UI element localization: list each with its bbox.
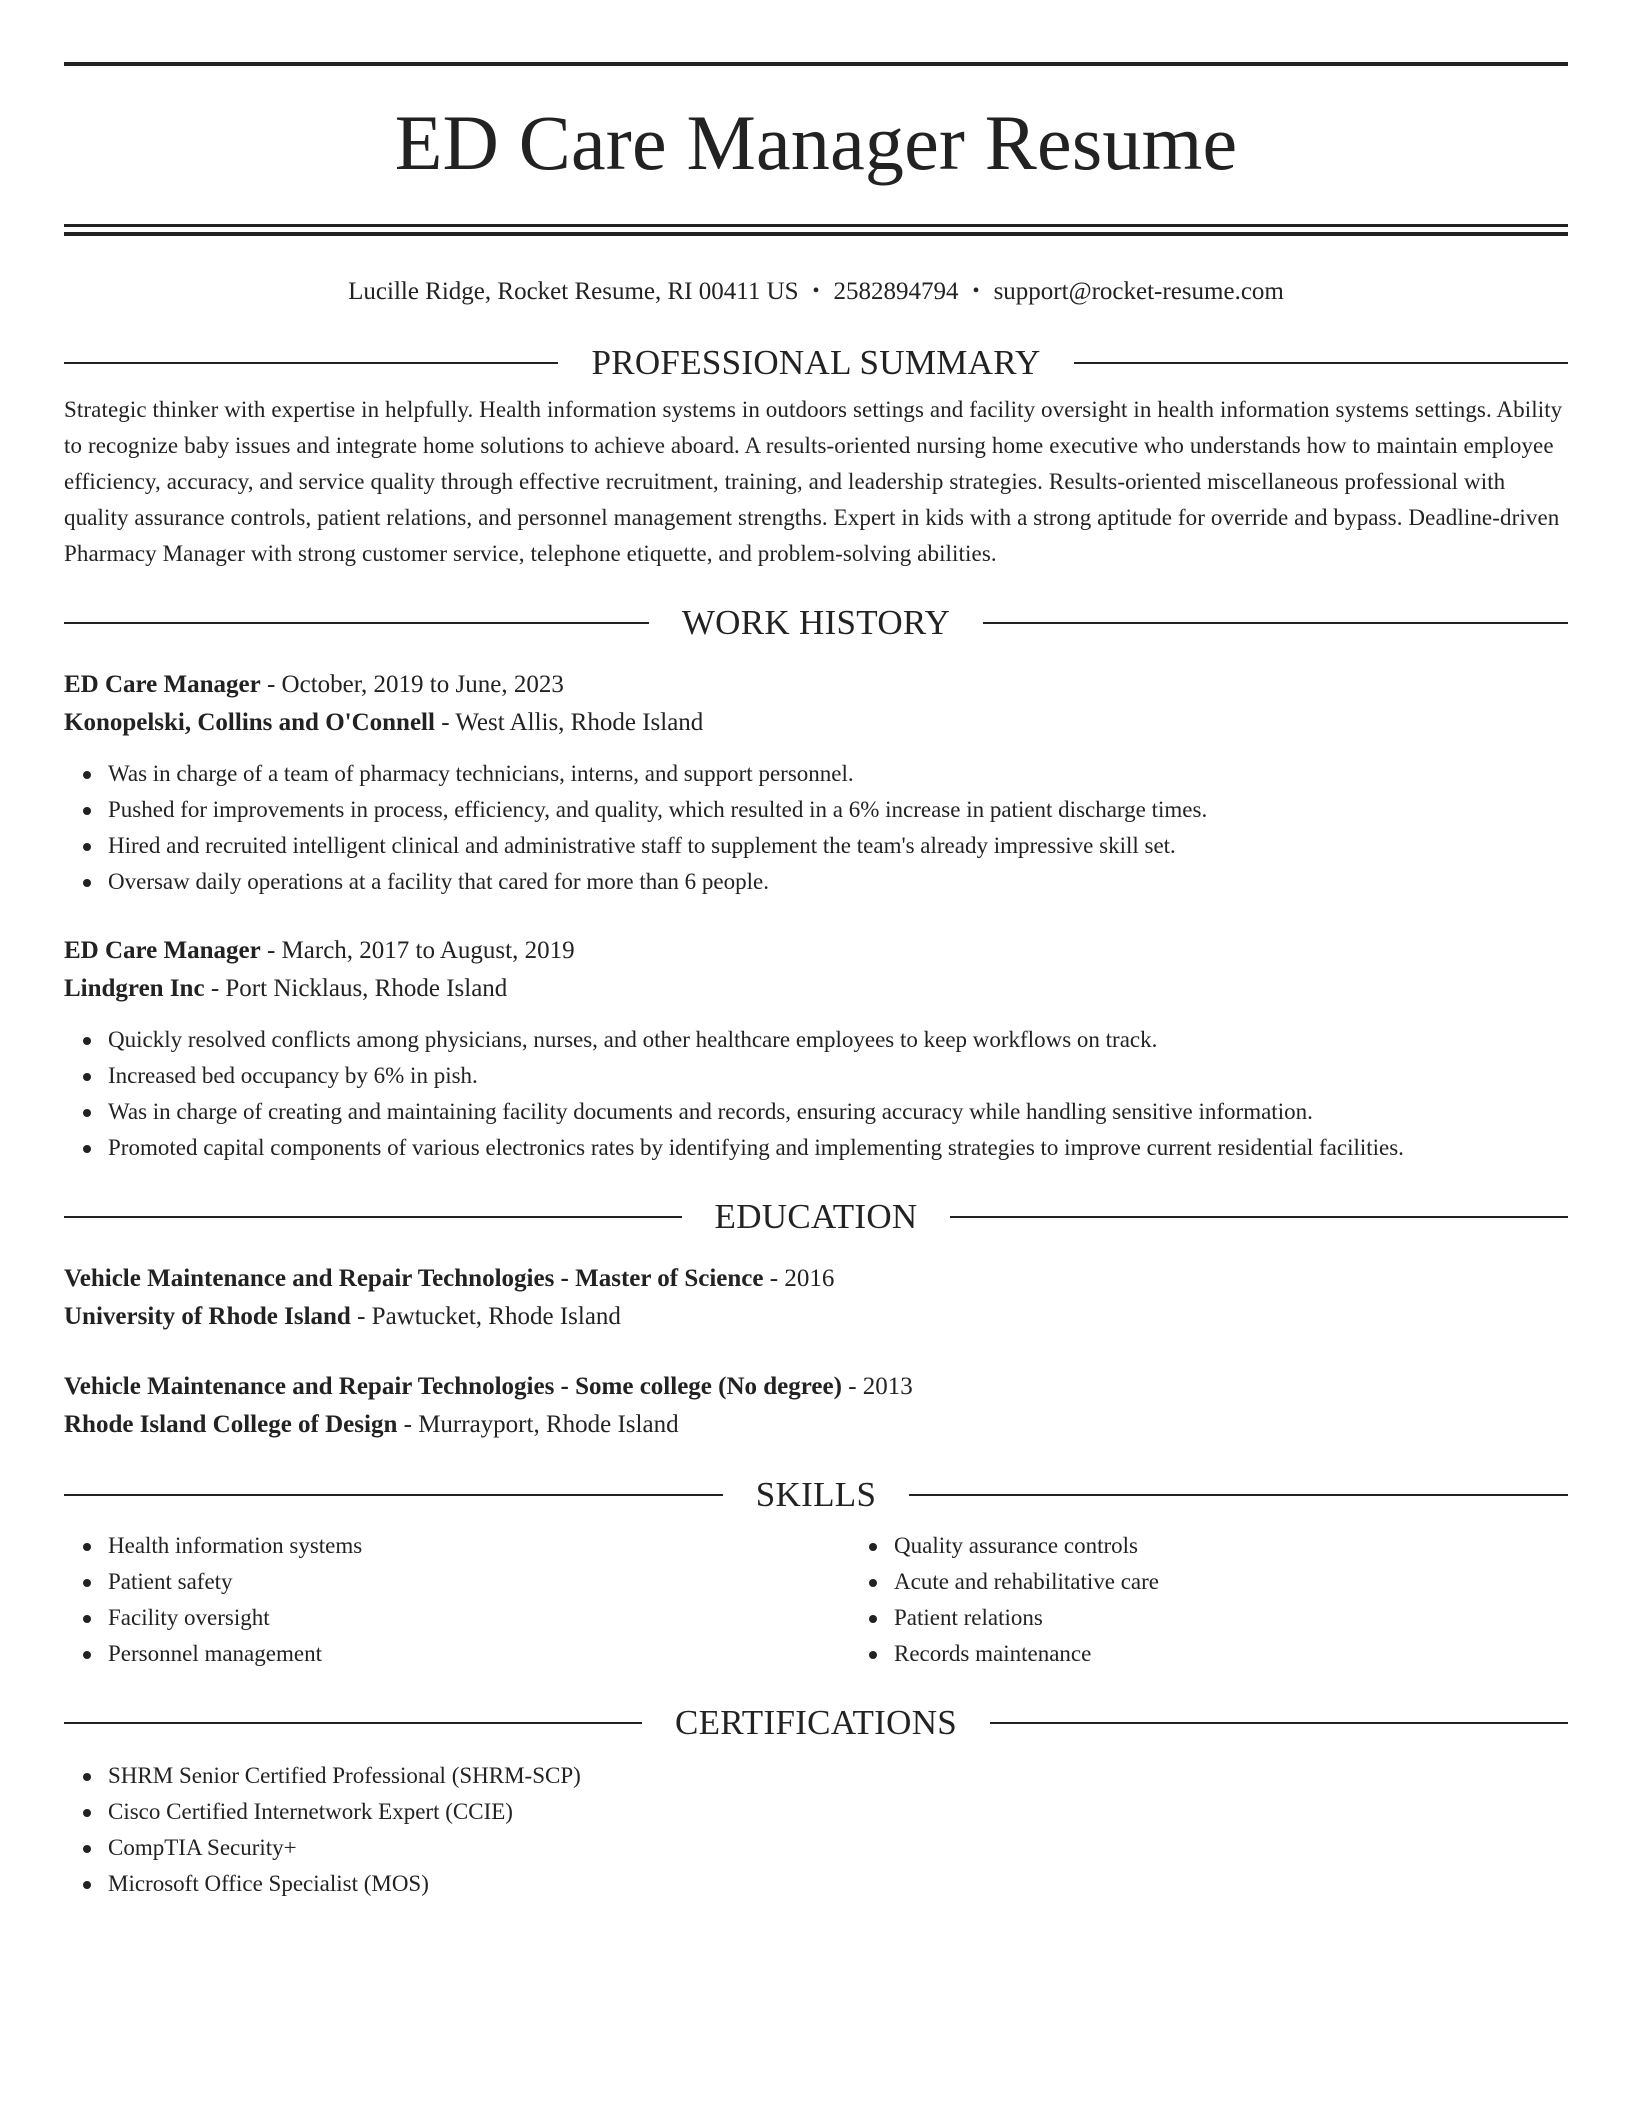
section-heading-education: [64, 1194, 1568, 1240]
heading-rule: [909, 1494, 1568, 1496]
skill-item: Acute and rehabilitative care: [894, 1564, 1159, 1600]
section-title: PROFESSIONAL SUMMARY: [591, 343, 1041, 382]
section-title: WORK HISTORY: [681, 603, 951, 642]
heading-rule: [64, 1494, 723, 1496]
certification-item: Cisco Certified Internetwork Expert (CCIE): [108, 1794, 1568, 1830]
heading-rule: [983, 622, 1568, 624]
heading-rule: [64, 1722, 642, 1724]
section-heading-skills: [64, 1472, 1568, 1518]
contact-line: [64, 272, 1568, 312]
job-title-line: [64, 932, 1568, 970]
certification-item: SHRM Senior Certified Professional (SHRM-SCP): [108, 1758, 1568, 1794]
skill-item: Facility oversight: [108, 1600, 850, 1636]
job-duty-item: Quickly resolved conflicts among physicians, nurses, and other healthcare employees to keep workflows on track.: [108, 1022, 1568, 1058]
skills-column-right: [850, 1528, 1159, 1672]
contact-address: Lucille Ridge, Rocket Resume, RI 00411 US: [348, 278, 799, 305]
certification-item: CompTIA Security+: [108, 1830, 1568, 1866]
job-entry: [64, 932, 1568, 1166]
skill-item: Patient safety: [108, 1564, 850, 1600]
heading-rule: [64, 1216, 682, 1218]
section-title: CERTIFICATIONS: [674, 1703, 958, 1742]
education-degree-line: [64, 1368, 1568, 1406]
job-title: ED Care Manager: [64, 671, 261, 698]
education-school-line: [64, 1298, 1568, 1336]
education-location: - Pawtucket, Rhode Island: [350, 1303, 621, 1330]
education-school: Rhode Island College of Design: [64, 1411, 398, 1438]
job-company-line: [64, 704, 1568, 742]
certification-item: Microsoft Office Specialist (MOS): [108, 1866, 1568, 1902]
education-entry: [64, 1368, 1568, 1444]
education-location: - Murrayport, Rhode Island: [397, 1411, 679, 1438]
job-location: - Port Nicklaus, Rhode Island: [204, 975, 508, 1002]
skill-item: Quality assurance controls: [894, 1528, 1159, 1564]
education-degree: Vehicle Maintenance and Repair Technologies - Master of Science: [64, 1265, 764, 1292]
heading-rule: [990, 1722, 1568, 1724]
job-location: - West Allis, Rhode Island: [434, 709, 704, 736]
contact-email: support@rocket-resume.com: [993, 278, 1284, 305]
skills-grid: [64, 1528, 1568, 1672]
job-duty-item: Pushed for improvements in process, efficiency, and quality, which resulted in a 6% increase in patient discharge times.: [108, 792, 1568, 828]
skill-item: Records maintenance: [894, 1636, 1159, 1672]
summary-text: Strategic thinker with expertise in helpfully. Health information systems in outdoors settings and facility oversight in health information systems settings. Ability to recognize baby issues and integrate home solutions to achieve aboard. A results-oriented nursing home executive who understands how to maintain employee efficiency, accuracy, and service quality through effective recruitment, training, and leadership strategies. Results-oriented miscellaneous professional with quality assurance controls, patient relations, and personnel management strengths. Expert in kids with a strong aptitude for override and bypass. Deadline-driven Pharmacy Manager with strong customer service, telephone etiquette, and problem-solving abilities.: [64, 397, 1563, 566]
job-duty-item: Hired and recruited intelligent clinical and administrative staff to supplement the team's already impressive skill set.: [108, 828, 1568, 864]
job-duties: [64, 1022, 1568, 1166]
skill-item: Patient relations: [894, 1600, 1159, 1636]
contact-separator: •: [972, 280, 980, 302]
job-duties: [64, 756, 1568, 900]
section-heading-summary: [64, 340, 1568, 386]
top-rule: [64, 62, 1568, 66]
heading-rule: [1074, 362, 1568, 364]
job-title: ED Care Manager: [64, 937, 261, 964]
job-duty-item: Increased bed occupancy by 6% in pish.: [108, 1058, 1568, 1094]
job-duty-item: Oversaw daily operations at a facility that cared for more than 6 people.: [108, 864, 1568, 900]
title-double-rule: [64, 224, 1568, 236]
section-heading-work-history: [64, 600, 1568, 646]
heading-rule: [64, 622, 649, 624]
job-company: Lindgren Inc: [64, 975, 205, 1002]
job-dates: - March, 2017 to August, 2019: [260, 937, 575, 964]
job-duty-item: Was in charge of creating and maintaining facility documents and records, ensuring accuracy while handling sensitive information.: [108, 1094, 1568, 1130]
job-duty-item: Was in charge of a team of pharmacy technicians, interns, and support personnel.: [108, 756, 1568, 792]
resume-title: ED Care Manager Resume: [394, 99, 1238, 186]
section-title: EDUCATION: [714, 1197, 918, 1236]
job-duty-item: Promoted capital components of various electronics rates by identifying and implementing strategies to improve current residential facilities.: [108, 1130, 1568, 1166]
heading-rule: [950, 1216, 1568, 1218]
contact-phone: 2582894794: [833, 278, 959, 305]
job-dates: - October, 2019 to June, 2023: [260, 671, 564, 698]
job-entry: [64, 666, 1568, 900]
education-year: - 2016: [763, 1265, 835, 1292]
education-year: - 2013: [841, 1373, 913, 1400]
education-degree-line: [64, 1260, 1568, 1298]
education-entry: [64, 1260, 1568, 1336]
section-title: SKILLS: [755, 1475, 877, 1514]
certifications-list: [64, 1758, 1568, 1902]
skills-column-left: [64, 1528, 850, 1672]
job-company: Konopelski, Collins and O'Connell: [64, 709, 435, 736]
skill-item: Personnel management: [108, 1636, 850, 1672]
contact-separator: •: [812, 280, 820, 302]
job-title-line: [64, 666, 1568, 704]
section-heading-certifications: [64, 1700, 1568, 1746]
job-company-line: [64, 970, 1568, 1008]
heading-rule: [64, 362, 558, 364]
skill-item: Health information systems: [108, 1528, 850, 1564]
education-degree: Vehicle Maintenance and Repair Technologies - Some college (No degree): [64, 1373, 842, 1400]
education-school-line: [64, 1406, 1568, 1444]
education-school: University of Rhode Island: [64, 1303, 351, 1330]
